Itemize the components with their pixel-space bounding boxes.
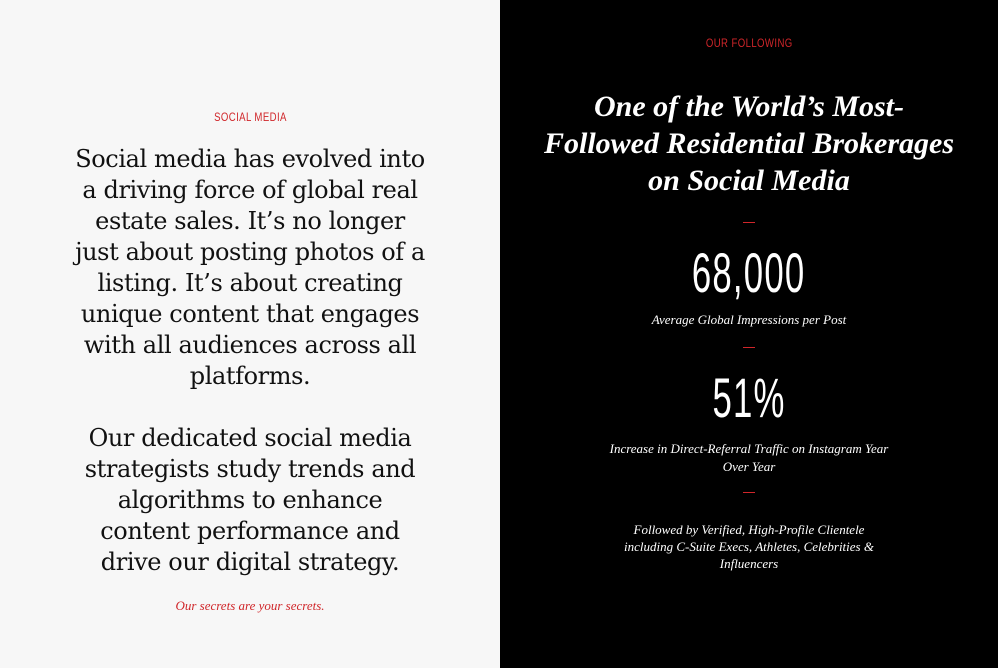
divider-dash bbox=[743, 492, 755, 493]
following-headline: One of the World’s Most-Followed Residential Brokerages on Social Media bbox=[543, 90, 954, 197]
divider-dash bbox=[743, 347, 755, 348]
stat-impressions-label: Average Global Impressions per Post bbox=[651, 312, 847, 327]
stat-referral-label: Increase in Direct-Referral Traffic on Instagram Year Over Year bbox=[609, 441, 889, 474]
divider-dash bbox=[743, 222, 755, 223]
social-media-tagline: Our secrets are your secrets. bbox=[175, 598, 325, 613]
social-media-paragraph-1: Social media has evolved into a driving force of global real estate sales. It’s no longer just about posting photos of a listing. It’s about creating unique content that engages with all audiences across all platforms. bbox=[75, 145, 425, 390]
followers-note: Followed by Verified, High-Profile Clientele including C-Suite Execs, Athletes, Celebrities & Influencers bbox=[624, 522, 874, 571]
social-media-body bbox=[70, 144, 430, 578]
stat-referral-value: 51% bbox=[712, 366, 786, 429]
stat-impressions-value: 68,000 bbox=[692, 241, 806, 304]
social-media-paragraph-2: Our dedicated social media strategists study trends and algorithms to enhance content performance and drive our digital strategy. bbox=[84, 424, 416, 576]
social-media-eyebrow: SOCIAL MEDIA bbox=[213, 110, 287, 124]
our-following-panel bbox=[500, 0, 998, 668]
our-following-eyebrow: OUR FOLLOWING bbox=[705, 36, 793, 50]
